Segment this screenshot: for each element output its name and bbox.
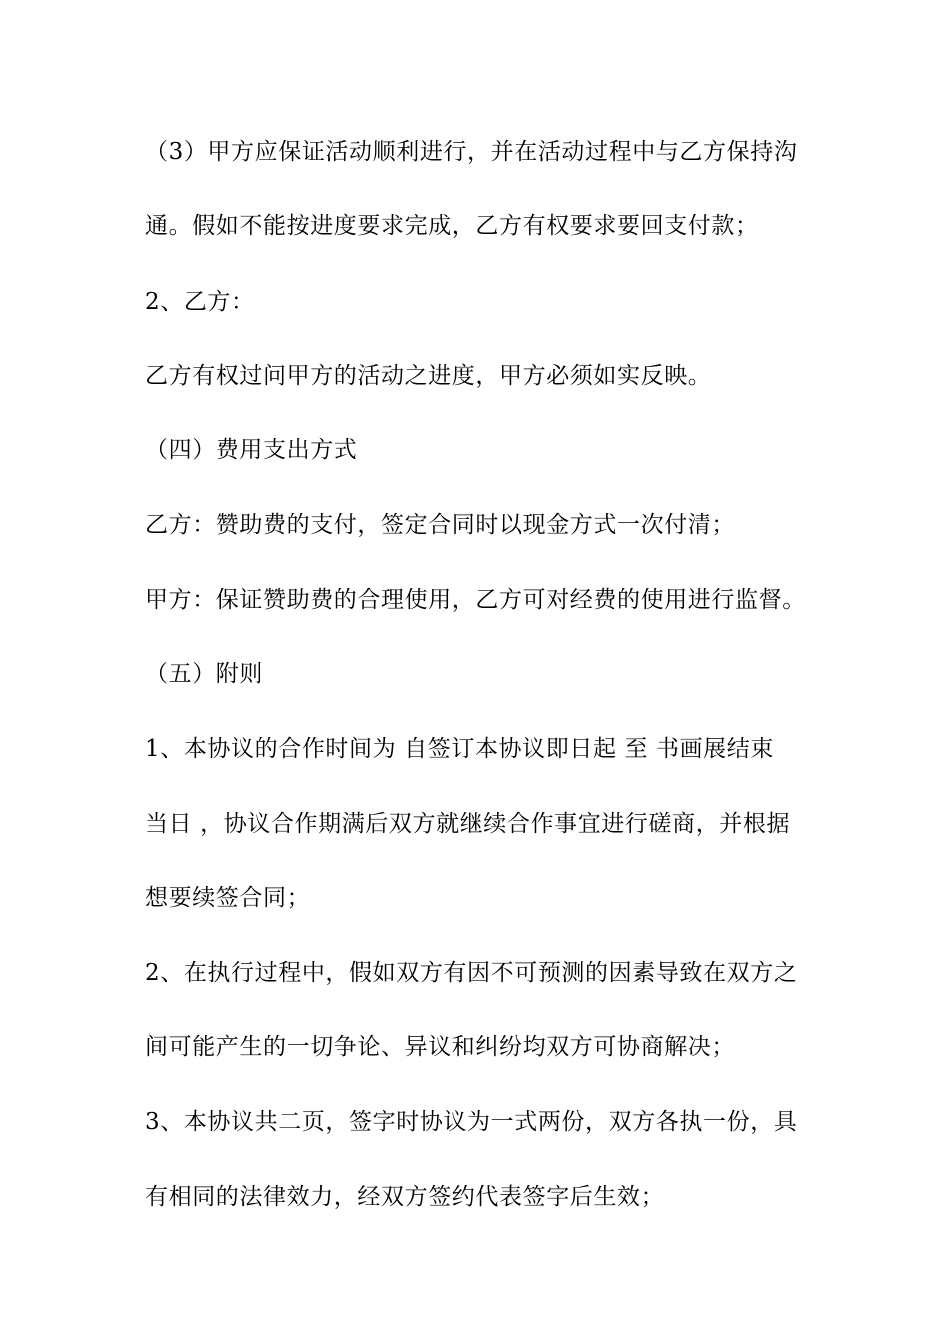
text-line-11: 想要续签合同； (145, 885, 311, 911)
section-heading-appendix: （五）附则 (145, 661, 263, 687)
text-line-4: 乙方有权过问甲方的活动之进度，甲方必须如实反映。 (145, 363, 712, 389)
text-line-15: 有相同的法律效力，经双方签约代表签字后生效； (145, 1184, 665, 1210)
text-line-2: 通。假如不能按进度要求完成，乙方有权要求要回支付款； (145, 213, 759, 239)
section-heading-fees: （四）费用支出方式 (145, 437, 358, 463)
text-line-1: （3）甲方应保证活动顺利进行，并在活动过程中与乙方保持沟 (145, 139, 798, 165)
text-line-9: 1、本协议的合作时间为 自签订本协议即日起 至 书画展结束 (145, 736, 774, 762)
text-line-10: 当日 ，协议合作期满后双方就继续合作事宜进行磋商，并根据 (145, 811, 791, 837)
text-line-3: 2、乙方： (145, 289, 255, 315)
text-line-13: 间可能产生的一切争论、异议和纠纷均双方可协商解决； (145, 1034, 735, 1060)
text-line-6: 乙方：赞助费的支付，签定合同时以现金方式一次付清； (145, 512, 735, 538)
text-line-14: 3、本协议共二页，签字时协议为一式两份，双方各执一份，具 (145, 1109, 798, 1135)
text-line-7: 甲方：保证赞助费的合理使用，乙方可对经费的使用进行监督。 (145, 587, 806, 613)
text-line-12: 2、在执行过程中，假如双方有因不可预测的因素导致在双方之 (145, 960, 798, 986)
